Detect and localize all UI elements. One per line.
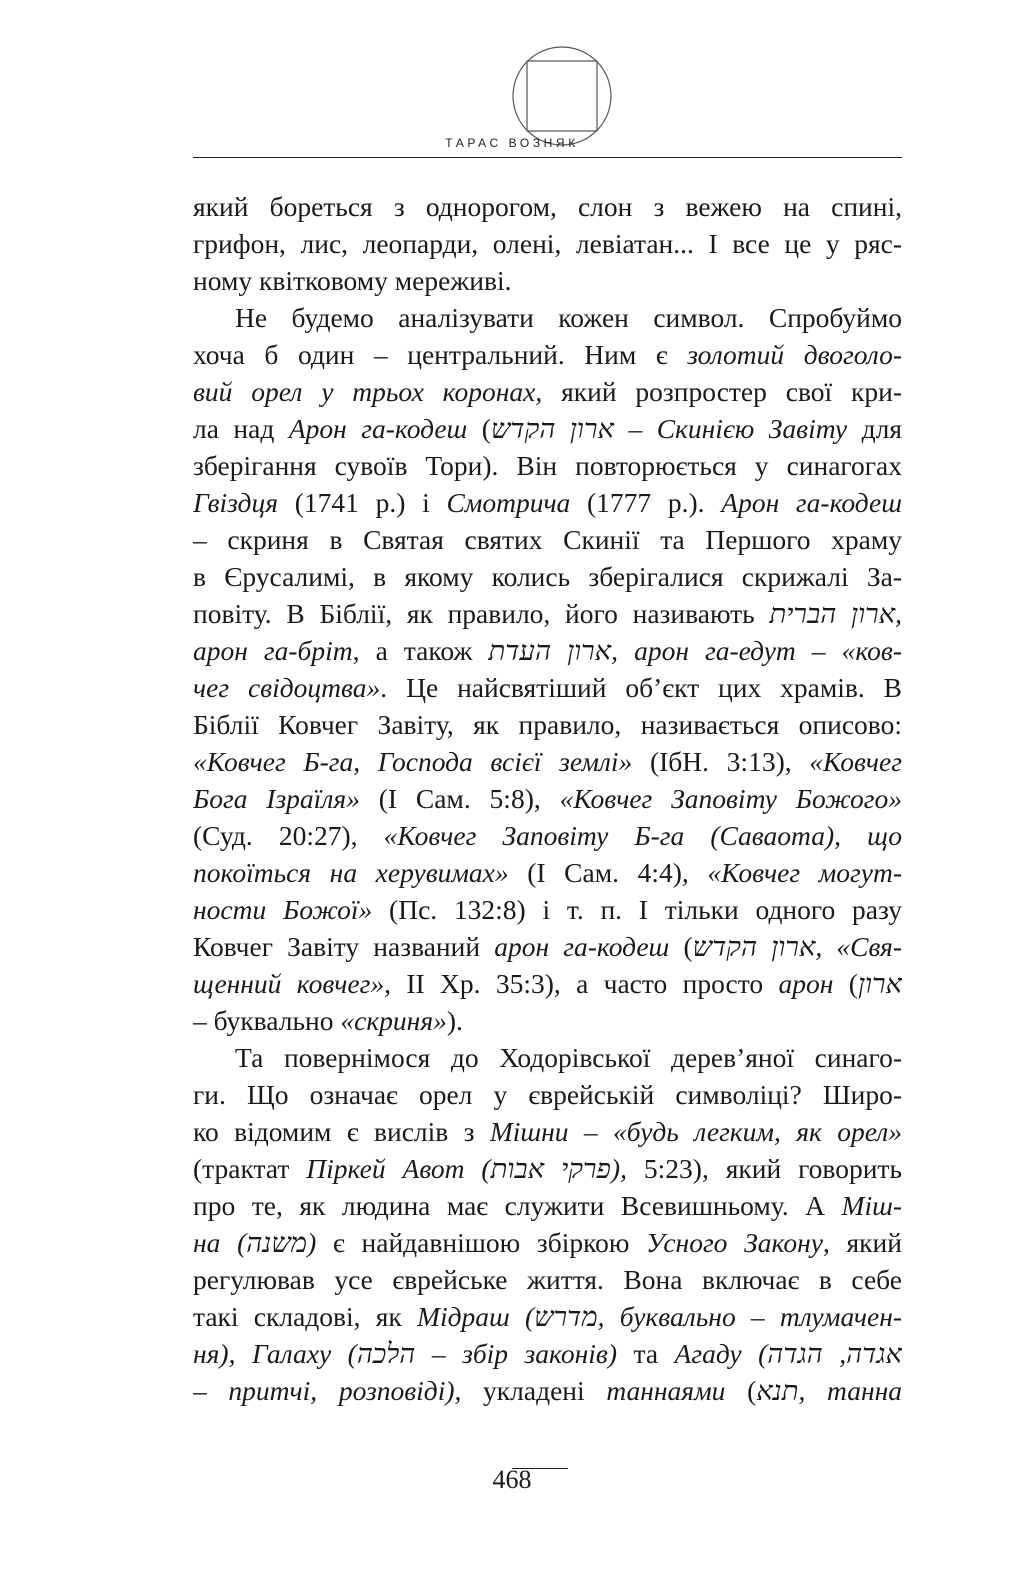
text-line [193,1224,902,1261]
text-line [193,817,902,854]
text-line [193,743,902,780]
text-run: (1777 р.). [570,487,722,518]
text-run: – скриня в Святая святих Скинії та Першого храму [193,524,902,555]
italic-run: תנא, танна [756,1375,902,1406]
author-emblem-logo [511,45,613,147]
italic-run: покоїться на херувимах» [193,857,509,888]
italic-run: Мішни – «будь легким, як орел» [489,1116,902,1147]
italic-run: Арон га-кодеш [288,413,468,444]
text-run: для [847,413,902,444]
text-run: ( [725,1375,757,1406]
italic-run: «Ковчег Заповіту Б-га (Саваота), що [383,820,902,851]
text-run: в Єрусалимі, в якому колись зберігалися скрижалі За- [193,561,902,592]
text-line [193,373,902,410]
text-run: , який розпростер свої кри- [535,376,902,407]
text-line [193,299,902,336]
text-run: грифон, лис, леопарди, олені, левіатан... І все це у ряс- [193,228,902,259]
italic-run: Смотрича [446,487,571,518]
text-line [193,1076,902,1113]
text-run: (І Сам. 5:8), [359,783,560,814]
text-line [193,891,902,928]
text-run: повіту. В Біблії, як правило, його називають [193,598,770,629]
italic-run: ня), Галаху (הלכה – збір законів) [193,1338,617,1369]
text-run: про те, як людина має служити Всевишньому. А [193,1190,842,1221]
text-run: Біблії Ковчег Завіту, як правило, називається описово: [193,709,902,740]
italic-run: Бога Ізраїля» [193,783,360,814]
text-line [193,225,902,262]
text-line [193,410,902,447]
italic-run: арон га-кодеш [494,931,670,962]
text-run: зберігання сувоїв Тори). Він повторюється у синагогах [193,450,902,481]
text-run: (1741 р.) і [277,487,447,518]
italic-run: ארון [857,968,902,999]
italic-run: Арон га-кодеш [721,487,902,518]
text-line [193,1039,902,1076]
text-line [193,854,902,891]
page-number: 468 [492,1465,532,1494]
text-run: Та повернімося до Ходорівської дерев’яної синаго- [235,1042,902,1073]
text-line [193,632,902,669]
italic-run: арон га-бріт [193,635,353,666]
text-run: є найдавнішою збіркою [316,1227,647,1258]
text-run: хоча б один – центральний. Ним є [193,339,688,370]
text-line [193,965,902,1002]
text-line [193,669,902,706]
italic-run: Піркей Авот (פרקי אבות), [306,1153,627,1184]
text-line [193,780,902,817]
text-line [193,484,902,521]
text-run: Не будемо аналізувати кожен символ. Спробуймо [235,302,902,333]
text-line [193,1150,902,1187]
text-run: – буквально [193,1005,341,1036]
italic-run: таннаями [606,1375,726,1406]
text-line [193,928,902,965]
italic-run: «Ковчег [809,746,902,777]
text-run: ко відомим є вислів з [193,1116,490,1147]
text-line [193,1372,902,1409]
italic-run: вий орел у трьох коронах [193,376,536,407]
italic-run: щенний ковчег», [193,968,391,999]
italic-run: «Ковчег Заповіту Божого» [559,783,902,814]
text-run: укладені [461,1375,607,1406]
text-line [193,1335,902,1372]
italic-run: Агаду (אגדה, הגדה [674,1338,902,1369]
italic-run: ארון הקדש, «Свя- [692,931,902,962]
italic-run: ארון הקדש – Скинією Завіту [490,413,848,444]
text-run: який бореться з однорогом, слон з вежею на спині, [193,191,902,222]
header-rule [193,157,902,158]
text-line [193,595,902,632]
text-line [193,1298,902,1335]
italic-run: «Ковчег могут- [707,857,902,888]
text-run: ). [446,1005,463,1036]
text-run: . Це найсвятіший об’єкт цих храмів. В [380,672,902,703]
text-run: ( [833,968,858,999]
italic-run: «скриня» [340,1005,447,1036]
text-line [193,558,902,595]
text-line [193,1002,902,1039]
text-run: такі складові, як [193,1301,418,1332]
text-line [193,1113,902,1150]
italic-run: арон [778,968,834,999]
italic-run: «Ковчег Б-га, Господа всієї землі» [193,746,633,777]
italic-run: ности Божої» [193,894,373,925]
text-run: ному квітковому мереживі. [193,265,512,296]
italic-run: Мідраш (מדרש, буквально – тлумачен- [417,1301,902,1332]
text-run: (Пс. 132:8) і т. п. І тільки одного разу [372,894,902,925]
italic-run: Усного Закону [646,1227,823,1258]
text-run: (трактат [193,1153,307,1184]
text-run: Ковчег Завіту названий [193,931,495,962]
text-line [193,262,902,299]
text-run: регулював усе єврейське життя. Вона включає в себе [193,1264,902,1295]
text-run: (І Сам. 4:4), [508,857,708,888]
italic-run: ארון הברית, [769,598,902,629]
text-run: (Суд. 20:27), [193,820,384,851]
text-line [193,521,902,558]
text-run: ( [669,931,693,962]
text-run: , а також [352,635,489,666]
text-run: , який [822,1227,902,1258]
italic-run: – притчі, розповіді), [193,1375,462,1406]
text-line [193,1187,902,1224]
text-line [193,447,902,484]
italic-run: чег свідоцтва» [193,672,381,703]
italic-run: на (משנה) [193,1227,317,1258]
italic-run: Гвіздця [193,487,278,518]
text-line [193,706,902,743]
text-run: ( [467,413,491,444]
text-line [193,336,902,373]
text-run: ла над [193,413,289,444]
text-run: (ІбН. 3:13), [632,746,810,777]
text-run: ги. Що означає орел у єврейській символіці? Широ- [193,1079,902,1110]
running-head: ТАРАС ВОЗНЯК [445,136,579,150]
text-run: II Хр. 35:3), а часто просто [390,968,779,999]
italic-run: Міш- [841,1190,902,1221]
italic-run: золотий двоголо- [687,339,902,370]
text-line [193,1261,902,1298]
text-line [193,188,902,225]
text-run: та [616,1338,675,1369]
italic-run: ארון העדת, арон га-едут – «ков- [488,635,902,666]
text-run: 5:23), який говорить [626,1153,902,1184]
